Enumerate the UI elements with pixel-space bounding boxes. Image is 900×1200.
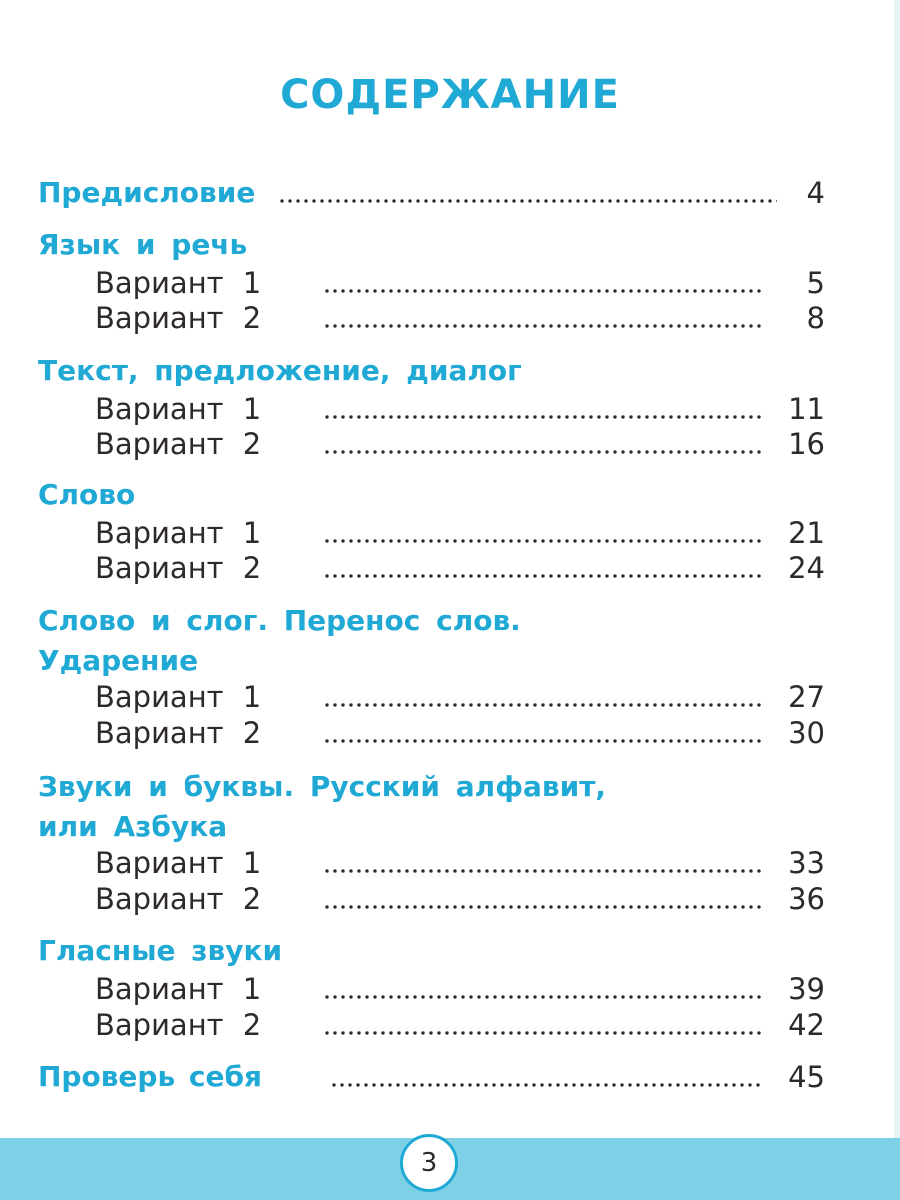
toc-page-number: 4	[806, 176, 825, 210]
section-heading: Гласные звуки	[38, 934, 283, 967]
toc-entry-label: Вариант 2	[95, 1008, 262, 1042]
toc-entry-label: Вариант 2	[95, 551, 262, 585]
toc-entry-label: Вариант 1	[95, 392, 262, 426]
toc-entry-variant[interactable]	[95, 846, 825, 880]
toc-entry-variant[interactable]	[95, 716, 825, 750]
toc-entry-variant[interactable]	[95, 516, 825, 550]
toc-entry-variant[interactable]	[95, 680, 825, 714]
dot-leader	[323, 323, 761, 329]
toc-entry-variant[interactable]	[95, 427, 825, 461]
toc-entry-label: Вариант 1	[95, 266, 262, 300]
section-heading: Слово и слог. Перенос слов.	[38, 604, 521, 637]
toc-entry-variant[interactable]	[95, 301, 825, 335]
dot-leader	[323, 994, 761, 1000]
section-heading: Язык и речь	[38, 228, 248, 261]
toc-entry-label: Вариант 1	[95, 680, 262, 714]
dot-leader	[323, 288, 761, 294]
toc-entry-variant[interactable]	[95, 972, 825, 1006]
toc-entry-variant[interactable]	[95, 1008, 825, 1042]
toc-page-number: 30	[788, 716, 825, 750]
section-heading: Слово	[38, 478, 136, 511]
toc-page-number: 21	[788, 516, 825, 550]
toc-entry-label: Предисловие	[38, 176, 256, 209]
dot-leader	[323, 868, 761, 874]
toc-page-number: 8	[806, 301, 825, 335]
dot-leader	[323, 738, 761, 744]
dot-leader	[330, 1082, 761, 1088]
dot-leader	[323, 1030, 761, 1036]
section-heading: Текст, предложение, диалог	[38, 354, 522, 387]
toc-entry-variant[interactable]	[95, 392, 825, 426]
toc-page-number: 36	[788, 882, 825, 916]
toc-entry-check[interactable]	[38, 1060, 825, 1094]
page-number-badge: 3	[400, 1134, 458, 1192]
dot-leader	[323, 449, 761, 455]
dot-leader	[323, 904, 761, 910]
toc-page-number: 5	[806, 266, 825, 300]
page-title: СОДЕРЖАНИЕ	[280, 72, 620, 118]
toc-page-number: 45	[788, 1060, 825, 1094]
toc-entry-label: Вариант 2	[95, 882, 262, 916]
toc-entry-label: Проверь себя	[38, 1060, 263, 1093]
toc-entry-label: Вариант 2	[95, 427, 262, 461]
toc-entry-label: Вариант 1	[95, 846, 262, 880]
toc-page-number: 16	[788, 427, 825, 461]
toc-page-number: 11	[788, 392, 825, 426]
toc-page-number: 42	[788, 1008, 825, 1042]
toc-entry-variant[interactable]	[95, 266, 825, 300]
toc-page-number: 33	[788, 846, 825, 880]
toc-page-number: 27	[788, 680, 825, 714]
section-heading-continued: или Азбука	[38, 810, 228, 843]
toc-entry-variant[interactable]	[95, 882, 825, 916]
toc-entry-label: Вариант 1	[95, 972, 262, 1006]
dot-leader	[323, 414, 761, 420]
toc-entry-label: Вариант 1	[95, 516, 262, 550]
toc-entry-label: Вариант 2	[95, 716, 262, 750]
toc-entry-variant[interactable]	[95, 551, 825, 585]
toc-page-number: 24	[788, 551, 825, 585]
toc-page-number: 39	[788, 972, 825, 1006]
dot-leader	[323, 702, 761, 708]
section-heading-continued: Ударение	[38, 644, 199, 677]
dot-leader	[323, 573, 761, 579]
section-heading: Звуки и буквы. Русский алфавит,	[38, 770, 607, 803]
dot-leader	[278, 198, 777, 204]
toc-entry-label: Вариант 2	[95, 301, 262, 335]
dot-leader	[323, 538, 761, 544]
page-edge	[894, 0, 900, 1200]
toc-entry-preface[interactable]	[38, 176, 825, 210]
